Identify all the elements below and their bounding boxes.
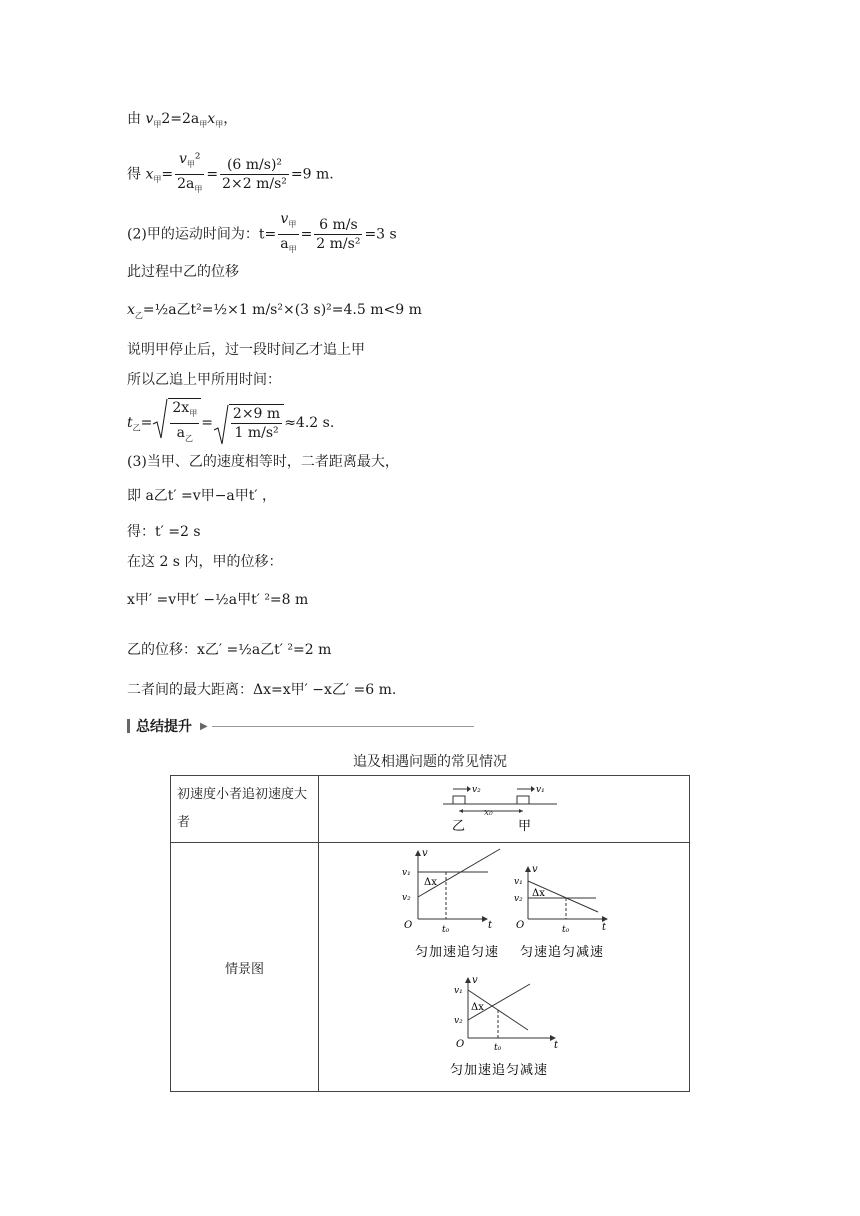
- v2-label: v₂: [454, 1016, 463, 1026]
- fraction: [314, 216, 362, 253]
- summary-header: [127, 716, 474, 736]
- text: 6 m/s: [314, 216, 362, 235]
- t0-label: t₀: [562, 925, 570, 935]
- text: t=: [258, 226, 277, 243]
- solution-line-3: (2)甲的运动时间为：t= $\frac{v_甲}{a_甲}$ = $\frac{6 m/s}{\text{2 m/s²}}$ =3 s: [127, 210, 397, 250]
- axis-t-label: t: [488, 920, 493, 931]
- solution-line-2: 得 $x_甲=$ $\frac{v_甲^2}{2a_甲}$ = $\frac{\text{(6 m/s)²}}{\text{2×2 m/s²}}$ =9 m.: [127, 150, 334, 190]
- text: 得: [127, 166, 141, 183]
- scene-x0-label: x₀: [484, 808, 493, 818]
- v1-label: v₁: [402, 868, 411, 878]
- v2-label: v₂: [514, 894, 523, 904]
- summary-table: [170, 775, 690, 1092]
- triangle-right-icon: ▶: [200, 720, 208, 732]
- text: (6 m/s)²: [220, 156, 289, 175]
- origin-label: O: [516, 920, 525, 931]
- text: ≈4.2 s.: [284, 414, 335, 431]
- axis-t-label: t: [602, 922, 607, 933]
- solution-line-5: $x_乙=\frac{1}{2}a$乙t²=½×1 m/s²×(3 s)²=4.5 m<9 m: [127, 302, 422, 320]
- scene-yi-label: 乙: [452, 819, 466, 834]
- text: 2=2a: [161, 111, 200, 127]
- text: =9 m.: [290, 166, 334, 183]
- header-bar-decoration: [127, 719, 130, 733]
- text: 2 m/s²: [316, 235, 361, 252]
- scene-jia-label: 甲: [518, 819, 532, 834]
- v2-label: v₂: [402, 893, 411, 903]
- text: ，: [223, 111, 238, 127]
- t0-label: t₀: [494, 1043, 502, 1053]
- text: 2a: [177, 175, 195, 192]
- text: a: [280, 235, 289, 252]
- origin-label: O: [404, 920, 413, 931]
- solution-line-10: 即 a乙t′ =v甲−a甲t′ ，: [127, 488, 277, 504]
- solution-line-7: 所以乙追上甲所用时间：: [127, 372, 281, 388]
- axis-v-label: v: [532, 864, 538, 875]
- axis-v-label: v: [472, 975, 478, 986]
- text: 2×2 m/s²: [222, 175, 287, 192]
- caption-1: 匀加速追匀速: [415, 945, 500, 960]
- text: 由: [127, 111, 141, 127]
- axis-v-label: v: [422, 848, 428, 859]
- caption-3: 匀加速追匀减速: [450, 1063, 549, 1078]
- table-row: [171, 843, 690, 1092]
- scene-v2-label: v₂: [472, 785, 481, 795]
- solution-line-13: x甲′ =v甲t′ −½a甲t′ ²=8 m: [127, 592, 309, 608]
- row2-label: 情景图: [224, 961, 264, 977]
- delta-x-label: Δx: [424, 877, 437, 888]
- graph-accel-chase-uniform: [402, 848, 500, 935]
- motion-scene-diagram: [320, 778, 688, 840]
- graph-accel-chase-decel: [454, 975, 559, 1053]
- solution-line-4: 此过程中乙的位移: [127, 264, 239, 280]
- solution-line-6: 说明甲停止后，过一段时间乙才追上甲: [127, 342, 365, 358]
- fraction: $\frac{v_甲^2}{2a_甲}$: [177, 151, 203, 194]
- text: (2)甲的运动时间为：: [127, 226, 259, 243]
- solution-line-14: 乙的位移：x乙′ =½a乙t′ ²=2 m: [127, 642, 332, 658]
- row2-figure-cell: [319, 843, 690, 1092]
- axis-t-label: t: [554, 1040, 559, 1051]
- origin-label: O: [456, 1039, 465, 1050]
- text: 2x: [172, 400, 190, 416]
- solution-line-1: 由 $v_甲2=2a_甲x_甲$，: [127, 111, 238, 129]
- solution-line-12: 在这 2 s 内，甲的位移：: [127, 554, 283, 570]
- v1-label: v₁: [514, 877, 523, 887]
- sqrt: $\frac{2x_甲}{a_乙}$: [152, 398, 201, 448]
- text: a: [176, 424, 185, 441]
- graph-uniform-chase-decel: [514, 864, 608, 935]
- scene-v1-label: v₁: [536, 785, 545, 795]
- vt-graphs: [320, 844, 688, 1090]
- delta-x-label: Δx: [471, 1002, 484, 1013]
- summary-title: 总结提升: [136, 719, 192, 735]
- t0-label: t₀: [442, 925, 450, 935]
- row1-figure-cell: [319, 776, 690, 843]
- text: 1 m/s²: [234, 424, 279, 441]
- fraction: [220, 156, 289, 193]
- v1-label: v₁: [454, 986, 463, 996]
- row1-label-cell: [171, 776, 319, 843]
- text: =½a乙t²=½×1 m/s²×(3 s)²=4.5 m<9 m: [142, 302, 422, 318]
- solution-line-8: $t_乙=$ $\frac{2x_甲}{a_乙}$ = $\frac{2\times 9 m}{\text{1 m/s²}}$ ≈4.2 s.: [127, 398, 334, 440]
- header-rule: [212, 726, 474, 727]
- solution-line-11: 得：t′ =2 s: [127, 524, 201, 540]
- fraction: $\frac{v_甲}{a_甲}$: [280, 211, 297, 254]
- table-title: 追及相遇问题的常见情况: [353, 754, 507, 770]
- delta-x-label: Δx: [532, 888, 545, 899]
- row1-label: 初速度小者追初速度大者: [177, 787, 308, 830]
- table-row: [171, 776, 690, 843]
- text: 2×9 m: [232, 405, 281, 422]
- solution-line-9: (3)当甲、乙的速度相等时，二者距离最大，: [127, 454, 399, 470]
- caption-2: 匀速追匀减速: [520, 945, 605, 960]
- row2-label-cell: [171, 843, 319, 1092]
- solution-line-15: 二者间的最大距离：Δx=x甲′ −x乙′ =6 m.: [127, 682, 397, 698]
- sqrt: [213, 404, 284, 442]
- text: =3 s: [364, 226, 397, 243]
